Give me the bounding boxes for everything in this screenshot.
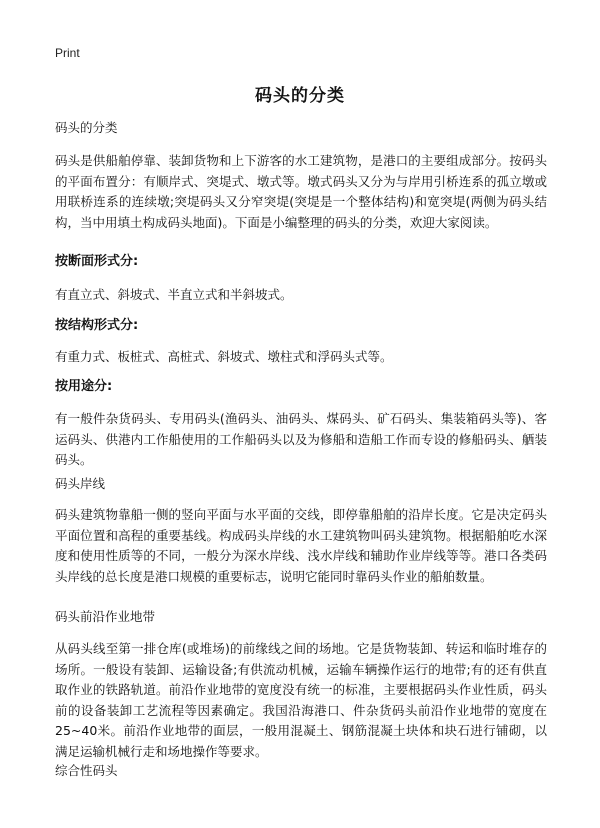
print-label: Print bbox=[55, 46, 80, 60]
section-label-shoreline: 码头岸线 bbox=[55, 476, 106, 491]
page-title: 码头的分类 bbox=[255, 86, 345, 106]
shoreline-paragraph: 码头建筑物靠船一侧的竖向平面与水平面的交线，即停靠船舶的沿岸长度。它是决定码头平面位置和高程的重要基线。构成码头岸线的水工建筑物叫码头建筑物。根据船舶吃水深度和使用性质等的不同，一般分为深水岸线、浅水岸线和辅助作业岸线等等。港口各类码头岸线的总长度是港口规模的重要标志，说明它能同时靠码头作业的船舶数量。 bbox=[55, 507, 547, 584]
cross-section-text: 有直立式、斜坡式、半直立式和半斜坡式。 bbox=[55, 287, 293, 302]
section-label-comprehensive: 综合性码头 bbox=[55, 763, 118, 778]
section-label-apron: 码头前沿作业地带 bbox=[55, 609, 156, 624]
section-label-classification: 码头的分类 bbox=[55, 120, 118, 135]
intro-paragraph: 码头是供船舶停靠、装卸货物和上下游客的水工建筑物，是港口的主要组成部分。按码头的平面布置分：有顺岸式、突堤式、墩式等。墩式码头又分为与岸用引桥连系的孤立墩或用联桥连系的连续墩;突堤码头又分窄突堤(突堤是一个整体结构)和宽突堤(两侧为码头结构，当中用填土构成码头地面)。下面是小编整理的码头的分类，欢迎大家阅读。 bbox=[55, 153, 547, 230]
apron-paragraph: 从码头线至第一排仓库(或堆场)的前缘线之间的场地。它是货物装卸、转运和临时堆存的场所。一般设有装卸、运输设备;有供流动机械，运输车辆操作运行的地带;有的还有供直取作业的铁路轨道。前沿作业地带的宽度没有统一的标准，主要根据码头作业性质，码头前的设备装卸工艺流程等因素确定。我国沿海港口、件杂货码头前沿作业地带的宽度在25~40米。前沿作业地带的面层，一般用混凝土、钢筋混凝土块体和块石进行铺砌，以满足运输机械行走和场地操作等要求。 bbox=[55, 641, 547, 759]
heading-usage: 按用途分: bbox=[55, 379, 113, 394]
heading-structure: 按结构形式分: bbox=[55, 318, 139, 333]
heading-cross-section: 按断面形式分: bbox=[55, 254, 139, 269]
usage-paragraph: 有一般件杂货码头、专用码头(渔码头、油码头、煤码头、矿石码头、集装箱码头等)、客运码头、供港内工作船使用的工作船码头以及为修船和造船工作而专设的修船码头、舾装码头。 bbox=[55, 411, 547, 467]
structure-text: 有重力式、板桩式、高桩式、斜坡式、墩柱式和浮码头式等。 bbox=[55, 349, 393, 364]
